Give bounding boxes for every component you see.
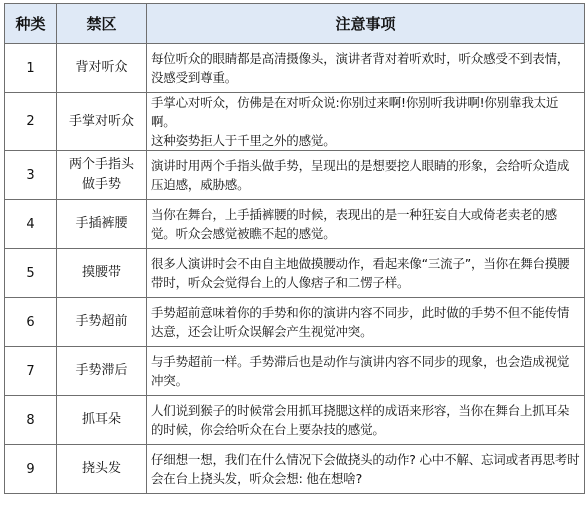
row-number: 7 (5, 347, 57, 396)
row-zone: 背对听众 (57, 44, 147, 93)
header-zone: 禁区 (57, 4, 147, 44)
row-note: 很多人演讲时会不由自主地做摸腰动作，看起来像“三流子”，当你在舞台摸腰带时，听众会觉得台上的人像痞子和二愣子样。 (147, 249, 585, 298)
row-zone: 手势超前 (57, 298, 147, 347)
row-note: 当你在舞台，上手插裤腰的时候，表现出的是一种狂妄自大或倚老卖老的感觉。听众会感觉被瞧不起的感觉。 (147, 200, 585, 249)
row-note: 与手势超前一样。手势滞后也是动作与演讲内容不同步的现象，也会造成视觉冲突。 (147, 347, 585, 396)
row-note: 每位听众的眼睛都是高清摄像头，演讲者背对着听欢时，听众感受不到表情，没感受到尊重。 (147, 44, 585, 93)
table-row (5, 396, 585, 445)
row-zone: 手势滞后 (57, 347, 147, 396)
table-row (5, 93, 585, 151)
table-row (5, 151, 585, 200)
rules-table (4, 3, 585, 494)
header-row (5, 4, 585, 44)
row-zone: 抓耳朵 (57, 396, 147, 445)
row-note: 人们说到猴子的时候常会用抓耳挠腮这样的成语来形容，当你在舞台上抓耳朵的时候，你会给听众在台上要杂技的感觉。 (147, 396, 585, 445)
table-row (5, 200, 585, 249)
row-zone: 摸腰带 (57, 249, 147, 298)
header-note: 注意事项 (147, 4, 585, 44)
row-note: 手掌心对听众，仿佛是在对听众说:你别过来啊!你别听我讲啊!你别靠我太近啊。 这种姿势拒人于千里之外的感觉。 (147, 93, 585, 151)
row-number: 5 (5, 249, 57, 298)
row-number: 9 (5, 445, 57, 494)
row-number: 1 (5, 44, 57, 93)
table-row (5, 298, 585, 347)
table-row (5, 44, 585, 93)
table-row (5, 249, 585, 298)
row-number: 2 (5, 93, 57, 151)
row-note: 演讲时用两个手指头做手势，呈现出的是想要挖人眼睛的形象，会给听众造成压迫感，威胁感。 (147, 151, 585, 200)
row-number: 4 (5, 200, 57, 249)
row-note: 仔细想一想，我们在什么情况下会做挠头的动作? 心中不解、忘词或者再思考时会在台上挠头发，听众会想: 他在想啥? (147, 445, 585, 494)
table-row (5, 445, 585, 494)
row-zone: 挠头发 (57, 445, 147, 494)
table-row (5, 347, 585, 396)
row-number: 6 (5, 298, 57, 347)
header-type: 种类 (5, 4, 57, 44)
row-zone: 两个手指头 做手势 (57, 151, 147, 200)
row-zone: 手插裤腰 (57, 200, 147, 249)
row-zone: 手掌对听众 (57, 93, 147, 151)
row-note: 手势超前意味着你的手势和你的演讲内容不同步，此时做的手势不但不能传情达意，还会让听众误解会产生视觉冲突。 (147, 298, 585, 347)
row-number: 8 (5, 396, 57, 445)
row-number: 3 (5, 151, 57, 200)
